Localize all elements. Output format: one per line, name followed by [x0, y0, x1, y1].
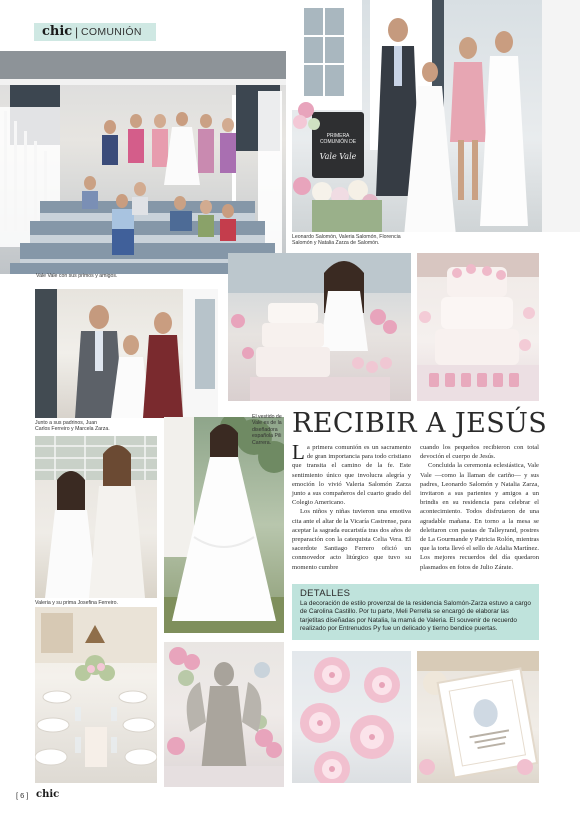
- photo-godparents: [35, 289, 218, 418]
- body-paragraph-1: a primera comunión es un sacramento de gran importancia para todo cristiano que transita el camino de la fe. Este sentimiento único que involucra alegría y emoción lo vivió Valeria Salomón Zarza junto a sus compañeros del cuarto grado del Colegio Americano.: [292, 444, 411, 507]
- caption-cousin: Valeria y su prima Josefina Ferreiro.: [35, 600, 118, 606]
- photo-girl-cake: [228, 253, 411, 401]
- photo-souvenir-card: [417, 651, 539, 783]
- photo-cousins-stairs: [0, 51, 286, 274]
- footer-brand-logo: chic: [36, 789, 60, 800]
- sign-line2: COMUNIÓN DE: [319, 139, 357, 145]
- photo-pink-cookies: [292, 651, 411, 783]
- caption-dress: El vestido de Vale es de la diseñadora española Pili Carrera.: [252, 414, 282, 446]
- caption-cousins: Vale Vale con sus primos y amigos.: [36, 273, 118, 279]
- section-divider: |: [75, 25, 79, 39]
- photo-girl-cousin: [35, 436, 157, 598]
- article-title: RECIBIR A JESÚS: [292, 408, 548, 439]
- details-text: La decoración de estilo provenzal de la residencia Salomón-Zarza estuvo a cargo de Carolina Castillo. Por tu parte, Meli Perrella se encargó de elaborar las tarjetitas diseñadas por Natalia, la mamá de Valeria. El souvenir de recuerdo realizado por Entrenudos Py fue un delicado y tierno bendice puertas.: [300, 600, 531, 633]
- photo-angel-statue: [164, 642, 284, 787]
- section-title: COMUNIÓN: [81, 26, 142, 38]
- caption-godparents: Junto a sus padrinos, Juan Carlos Ferreiro y Marcela Zarza.: [35, 420, 110, 433]
- details-heading: DETALLES: [300, 588, 351, 599]
- page-number: [ 6 ]: [16, 791, 29, 800]
- drop-cap: L: [292, 440, 305, 464]
- body-column-1: [292, 440, 411, 572]
- sign-line1: PRIMERA: [326, 133, 350, 139]
- body-paragraph-2: Los niños y niñas tuvieron una emotiva cita ante el altar de la Vicaría Castrense, para aceptar la sagrada eucaristía tras dos años de preparación con la catequista Celia Vera. El sacerdote Santiago Ferrero ofició un conmovedor acto litúrgico que tuvo su momento cumbre: [292, 508, 411, 571]
- body-column-2: [420, 443, 539, 572]
- photo-table-setting: [35, 607, 157, 783]
- body-paragraph-4: Concluida la ceremonia eclesiástica, Vale Vale —como la llaman de cariño— y sus padres, Leonardo Salomón y Natalia Zarza, invitaron a sus parientes y amigos a un brindis en su residencia para celebrar el acontecimiento. Todos disfrutaron de una agradable mañana. En torno a la mesa se deleitaron con pastas de Talleyrand, postres de La Gourmande y Patricia Rolón, mientras que la torta llevó el sello de Adalia Martínez. Los mejores recuerdos del día quedaron plasmados en fotos de Julio Zárate.: [420, 462, 539, 571]
- caption-family: Leonardo Salomón, Valeria Salomón, Florencia Salomón y Natalia Zarza de Salomón.: [292, 234, 401, 247]
- photo-dessert-table: [417, 253, 539, 401]
- photo-family: [292, 0, 580, 232]
- photo-girl-dress: [164, 417, 284, 633]
- details-box: [292, 584, 539, 640]
- body-paragraph-3: cuando los pequeños recibieron con total devoción el cuerpo de Jesús.: [420, 444, 539, 461]
- brand-logo: chic: [42, 24, 73, 39]
- sign-name: Vale Vale: [319, 152, 357, 161]
